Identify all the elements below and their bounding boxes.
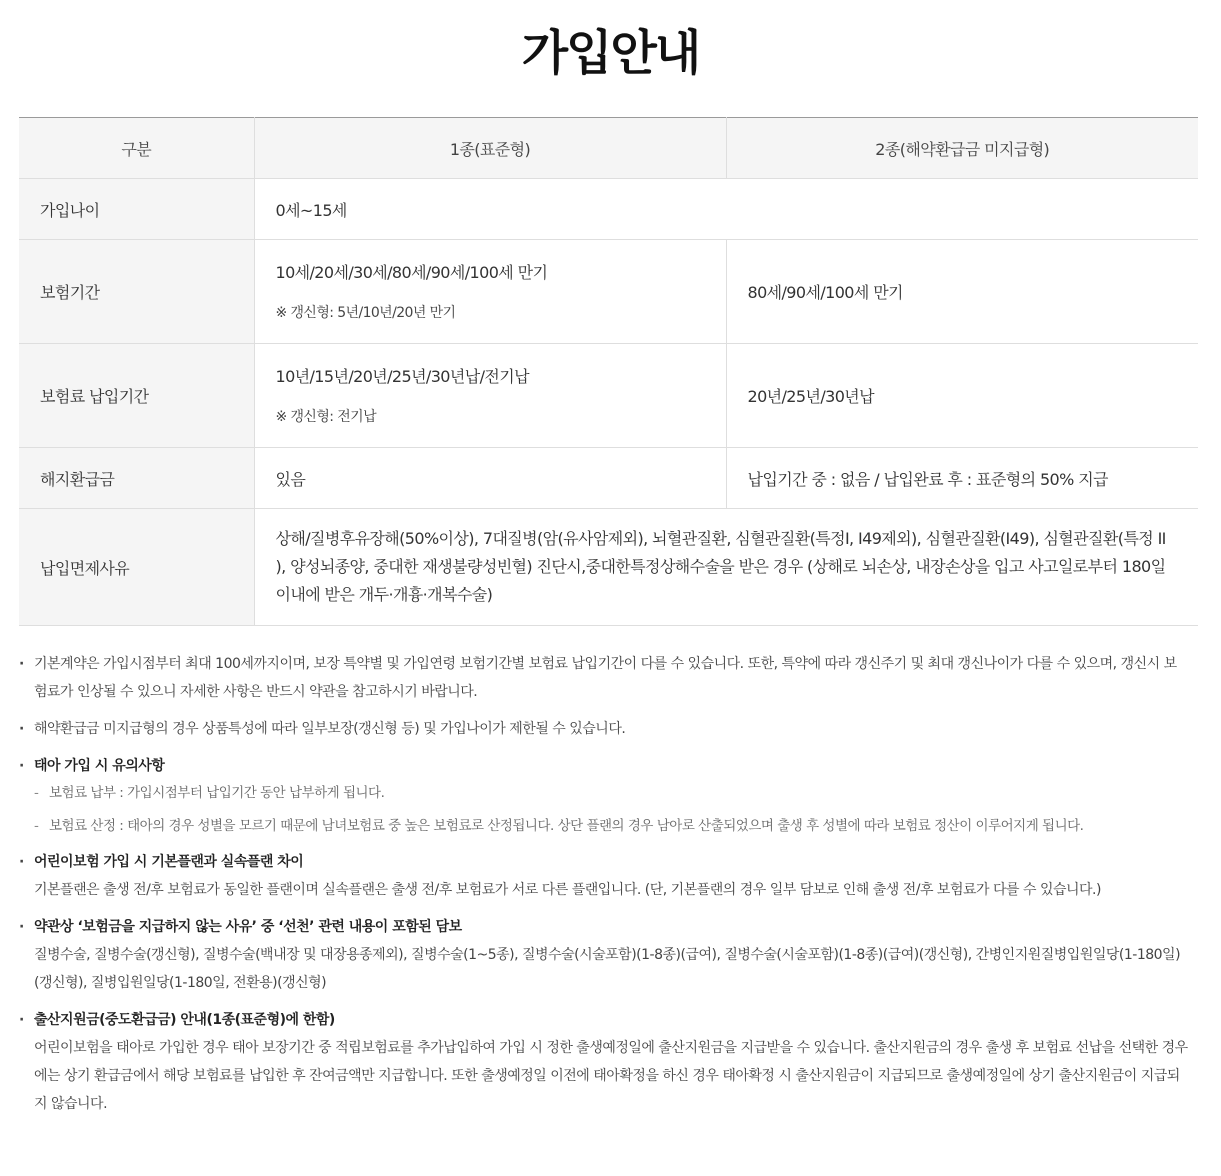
list-item [19, 1006, 1189, 1118]
waiver-value: 상해/질병후유장해(50%이상), 7대질병(암(유사암제외), 뇌혈관질환, 심혈관질환(특정I, I49제외), 심혈관질환(I49), 심혈관질환(특정 II ), 양성뇌종양, 중대한 재생불량성빈혈) 진단시,중대한특정상해수술을 받은 경우 (상해로 뇌손상, 내장손상을 입고 사고일로부터 180일 이내에 받은 개두·개흉·개복수술) [275, 529, 1166, 604]
page-title: 가입안내 [521, 25, 700, 81]
fetus-sub-list [34, 782, 1189, 837]
pay-type1-note: ※ 갱신형: 전기납 [275, 408, 376, 425]
table-row [19, 240, 1198, 344]
table-row [19, 179, 1198, 240]
note-plan-diff-body: 기본플랜은 출생 전/후 보험료가 동일한 플랜이며 실속플랜은 출생 전/후 보험료가 서로 다른 플랜입니다. (단, 기본플랜의 경우 일부 담보로 인해 출생 전/후 보험료가 다를 수 있습니다.) [34, 882, 1101, 898]
list-item [19, 913, 1189, 997]
table-row [19, 344, 1198, 448]
age-value: 0세~15세 [254, 179, 1198, 240]
pay-type1-value: 10년/15년/20년/25년/30년납/전기납 [275, 366, 529, 386]
period-type1-cell [254, 240, 726, 344]
note-congenital-body: 질병수술, 질병수술(갱신형), 질병수술(백내장 및 대장용종제외), 질병수술(1~5종), 질병수술(시술포함)(1-8종)(급여), 질병수술(시술포함)(1-8종)(급여)(갱신형), 간병인지원질병입원일당(1-180일)(갱신형), 질병입원일당(1-180일, 전환용)(갱신형) [34, 947, 1181, 991]
fetus-sub-item-calculation: - 보험료 산정 : 태아의 경우 성별을 모르기 때문에 남녀보험료 중 높은 보험료로 산정됩니다. 상단 플랜의 경우 남아로 산출되었으며 출생 후 성별에 따라 보험료 정산이 이루어지게 됩니다. [34, 815, 1189, 837]
list-item [19, 848, 1189, 904]
note-congenital-heading: · 약관상 ‘보험금을 지급하지 않는 사유’ 중 ‘선천’ 관련 내용이 포함된 담보 [34, 919, 462, 935]
note-contract-period: · 기본계약은 가입시점부터 최대 100세까지이며, 보장 특약별 및 가입연령 보험기간별 보험료 납입기간이 다를 수 있습니다. 또한, 특약에 따라 갱신주기 및 최대 갱신나이가 다를 수 있으며, 갱신시 보험료가 인상될 수 있으니 자세한 사항은 반드시 약관을 참고하시기 바랍니다. [34, 656, 1177, 700]
period-type1-value: 10세/20세/30세/80세/90세/100세 만기 [275, 262, 548, 282]
row-label-waiver: 납입면제사유 [19, 509, 254, 626]
table-row [19, 448, 1198, 509]
notice-list [19, 650, 1189, 1127]
enrollment-info-table [19, 117, 1198, 626]
row-label-pay: 보험료 납입기간 [19, 344, 254, 448]
table-header-row [19, 118, 1198, 179]
note-fetus-heading: · 태아 가입 시 유의사항 [34, 758, 165, 774]
row-label-refund: 해지환급금 [19, 448, 254, 509]
header-category: 구분 [19, 118, 254, 179]
list-item [19, 752, 1189, 837]
table-row [19, 509, 1198, 626]
note-no-refund-limit: · 해약환급금 미지급형의 경우 상품특성에 따라 일부보장(갱신형 등) 및 가입나이가 제한될 수 있습니다. [34, 721, 626, 737]
waiver-cell [254, 509, 1198, 626]
refund-type2-value: 납입기간 중 : 없음 / 납입완료 후 : 표준형의 50% 지급 [726, 448, 1198, 509]
period-type1-note: ※ 갱신형: 5년/10년/20년 만기 [275, 304, 456, 321]
pay-type2-value: 20년/25년/30년납 [726, 344, 1198, 448]
row-label-period: 보험기간 [19, 240, 254, 344]
refund-type1-value: 있음 [254, 448, 726, 509]
header-type1-standard: 1종(표준형) [254, 118, 726, 179]
period-type2-value: 80세/90세/100세 만기 [726, 240, 1198, 344]
fetus-sub-item-payment: - 보험료 납부 : 가입시점부터 납입기간 동안 납부하게 됩니다. [34, 782, 1189, 804]
note-birth-support-body: 어린이보험을 태아로 가입한 경우 태아 보장기간 중 적립보험료를 추가납입하여 가입 시 정한 출생예정일에 출산지원금을 지급받을 수 있습니다. 출산지원금의 경우 출생 후 보험료 선납을 선택한 경우에는 상기 환급금에서 해당 보험료를 납입한 후 잔여금액만 지급합니다. 또한 출생예정일 이전에 태아확정을 하신 경우 태아확정 시 출산지원금이 지급되므로 출생예정일에 상기 출산지원금이 지급되지 않습니다. [34, 1040, 1188, 1112]
note-plan-diff-heading: · 어린이보험 가입 시 기본플랜과 실속플랜 차이 [34, 854, 304, 870]
header-type2-no-refund: 2종(해약환급금 미지급형) [726, 118, 1198, 179]
pay-type1-cell [254, 344, 726, 448]
row-label-age: 가입나이 [19, 179, 254, 240]
note-birth-support-heading: · 출산지원금(중도환급금) 안내(1종(표준형)에 한함) [34, 1012, 335, 1028]
list-item [19, 650, 1189, 706]
list-item [19, 715, 1189, 743]
